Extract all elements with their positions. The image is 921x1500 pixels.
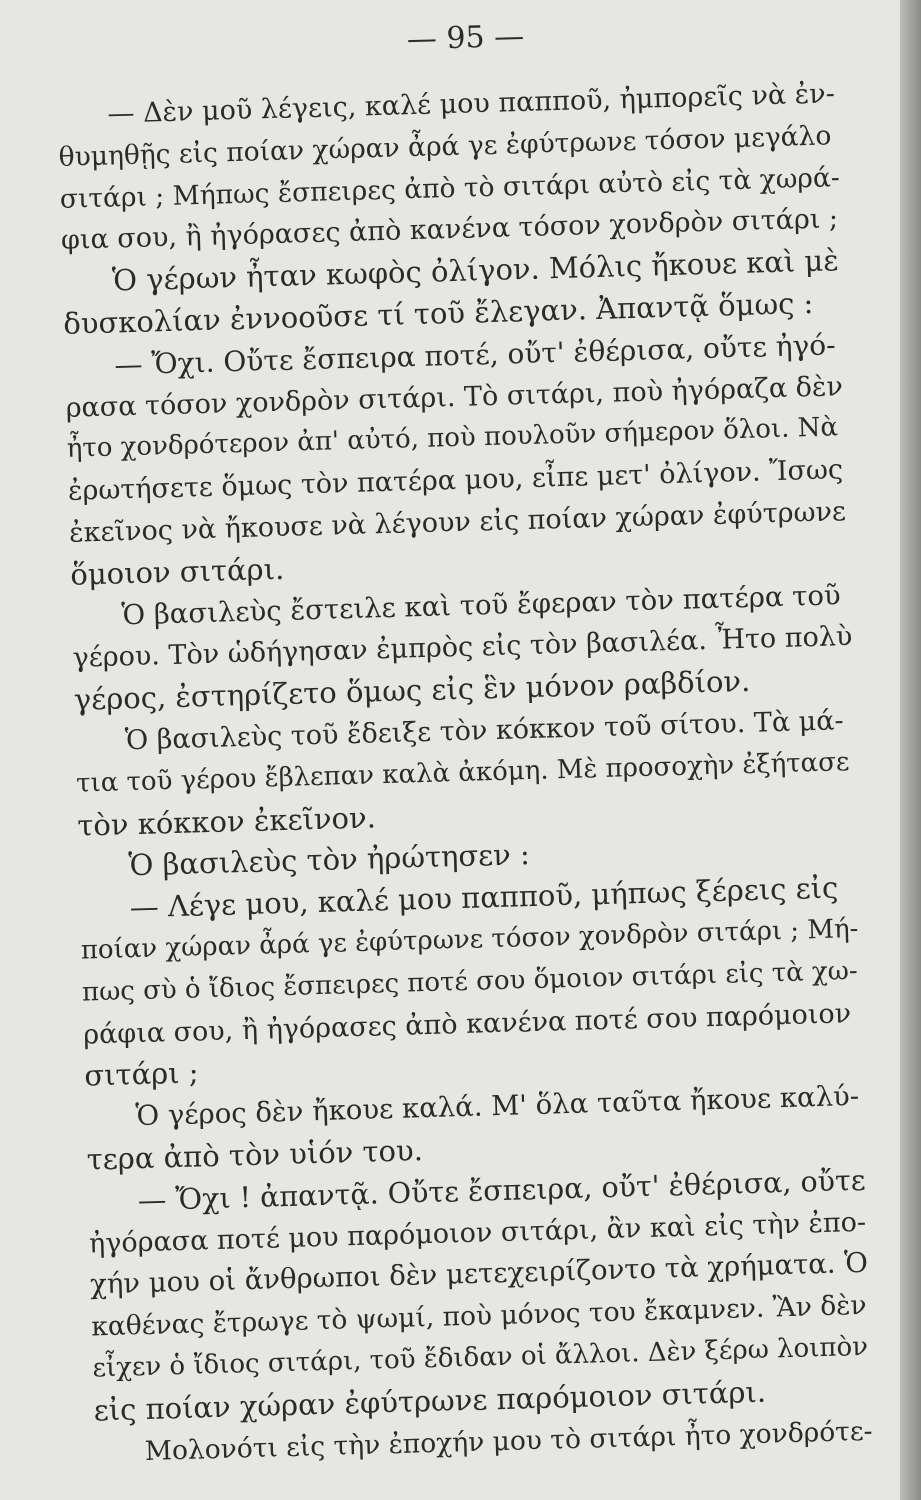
text-line: — Δὲν μοῦ λέγεις, καλέ μου παπποῦ, ἠμπορεῖς νὰ ἐν- [107,78,836,130]
text-line: ἐρωτήσετε ὅμως τὸν πατέρα μου, εἶπε μετ' ὀλίγον. Ἴσως [67,454,844,507]
text-line: ἐκεῖνος νὰ ἤκουσε νὰ λέγουν εἰς ποίαν χώραν ἐφύτρωνε [68,496,847,549]
text-line: Ὁ βασιλεὺς ἔστειλε καὶ τοῦ ἔφεραν τὸν πατέρα τοῦ [121,578,842,631]
book-spine [900,0,921,1500]
page-number: — 95 — [406,18,525,58]
text-line: ράφια σου, ἢ ἠγόρασες ἀπὸ κανένα ποτέ σου παρόμοιον [82,997,852,1051]
text-line: Ὁ γέρων ἦταν κωφὸς ὀλίγον. Μόλις ἤκουε καὶ μὲ [111,243,840,298]
text-line: τὸν κόκκον ἐκεῖνον. [76,799,377,843]
text-line: ὅμοιον σιτάρι. [69,551,285,592]
text-line: γέρος, ἐστηρίζετο ὅμως εἰς ἓν μόνον ραβδίον. [73,664,751,717]
text-line: ἦτο χονδρότερον ἀπ' αὐτό, ποὺ πουλοῦν σήμερον ὅλοι. Νὰ [66,412,839,465]
text-line: δυσκολίαν ἐννοοῦσε τί τοῦ ἔλεγαν. Ἀπαντᾷ ὅμως : [62,285,814,341]
text-line: σιτάρι ; Μήπως ἔσπειρες ἀπὸ τὸ σιτάρι αὐτὸ εἰς τὰ χωρά- [59,161,841,215]
text-line: εἶχεν ὁ ἴδιος σιτάρι, τοῦ ἔδιδαν οἱ ἄλλοι. Δὲν ξέρω λοιπὸν [92,1331,869,1384]
text-line: εἰς ποίαν χώραν ἐφύτρωνε παρόμοιον σιτάρι. [93,1374,767,1428]
text-line: σιτάρι ; [83,1055,199,1093]
text-line: θυμηθῇς εἰς ποίαν χώραν ἆρά γε ἐφύτρωνε τόσον μεγάλο [58,120,832,173]
text-line: ἠγόρασα ποτέ μου παρόμοιον σιτάρι, ἂν καὶ εἰς τὴν ἐπο- [88,1206,867,1260]
text-line: χήν μου οἱ ἄνθρωποι δὲν μετεχειρίζοντο τὰ χρήματα. Ὁ [89,1247,869,1301]
text-line: φια σου, ἢ ἠγόρασες ἀπὸ κανένα τόσον χονδρὸν σιτάρι ; [60,203,839,257]
text-line: ρασα τόσον χονδρὸν σιτάρι. Τὸ σιτάρι, ποὺ ἠγόραζα δὲν [65,370,844,424]
text-line: Ὁ γέρος δὲν ἤκουε καλά. Μ' ὅλα ταῦτα ἤκουε καλύ- [135,1080,860,1133]
text-line: τερα ἀπὸ τὸν υἱόν του. [86,1133,424,1177]
text-line: Ὁ βασιλεὺς τοῦ ἔδειξε τὸν κόκκον τοῦ σίτου. Τὰ μά- [124,705,845,757]
text-lines [57,73,875,1474]
text-line: Ὁ βασιλεὺς τὸν ἠρώτησεν : [128,837,531,883]
text-line: — Ὄχι ! ἀπαντᾷ. Οὔτε ἔσπειρα, οὔτ' ἐθέρισα, οὔτε [137,1163,866,1217]
text-line: ποίαν χώραν ἆρά γε ἐφύτρωνε τόσον χονδρὸν σιτάρι ; Μή- [80,913,859,966]
text-line: τια τοῦ γέρου ἔβλεπαν καλὰ ἀκόμη. Μὲ προσοχὴν ἐξήτασε [75,746,850,799]
text-line: γέρου. Τὸν ὡδήγησαν ἐμπρὸς εἰς τὸν βασιλέα. Ἦτο πολὺ [72,621,853,675]
text-line: Μολονότι εἰς τὴν ἐποχήν μου τὸ σιτάρι ἦτο χονδρότε- [144,1415,873,1467]
text-line: καθένας ἔτρωγε τὸ ψωμί, ποὺ μόνος του ἔκαμνεν. Ἂν δὲν [90,1289,867,1343]
text-line: πως σὺ ὁ ἴδιος ἔσπειρες ποτέ σου ὅμοιον σιτάρι εἰς τὰ χω- [81,955,859,1008]
text-line: — Ὄχι. Οὔτε ἔσπειρα ποτέ, οὔτ' ἐθέρισα, οὔτε ἠγό- [114,328,837,382]
text-line: — Λέγε μου, καλέ μου παπποῦ, μήπως ξέρεις εἰς [129,870,839,925]
page-text [55,3,876,1494]
